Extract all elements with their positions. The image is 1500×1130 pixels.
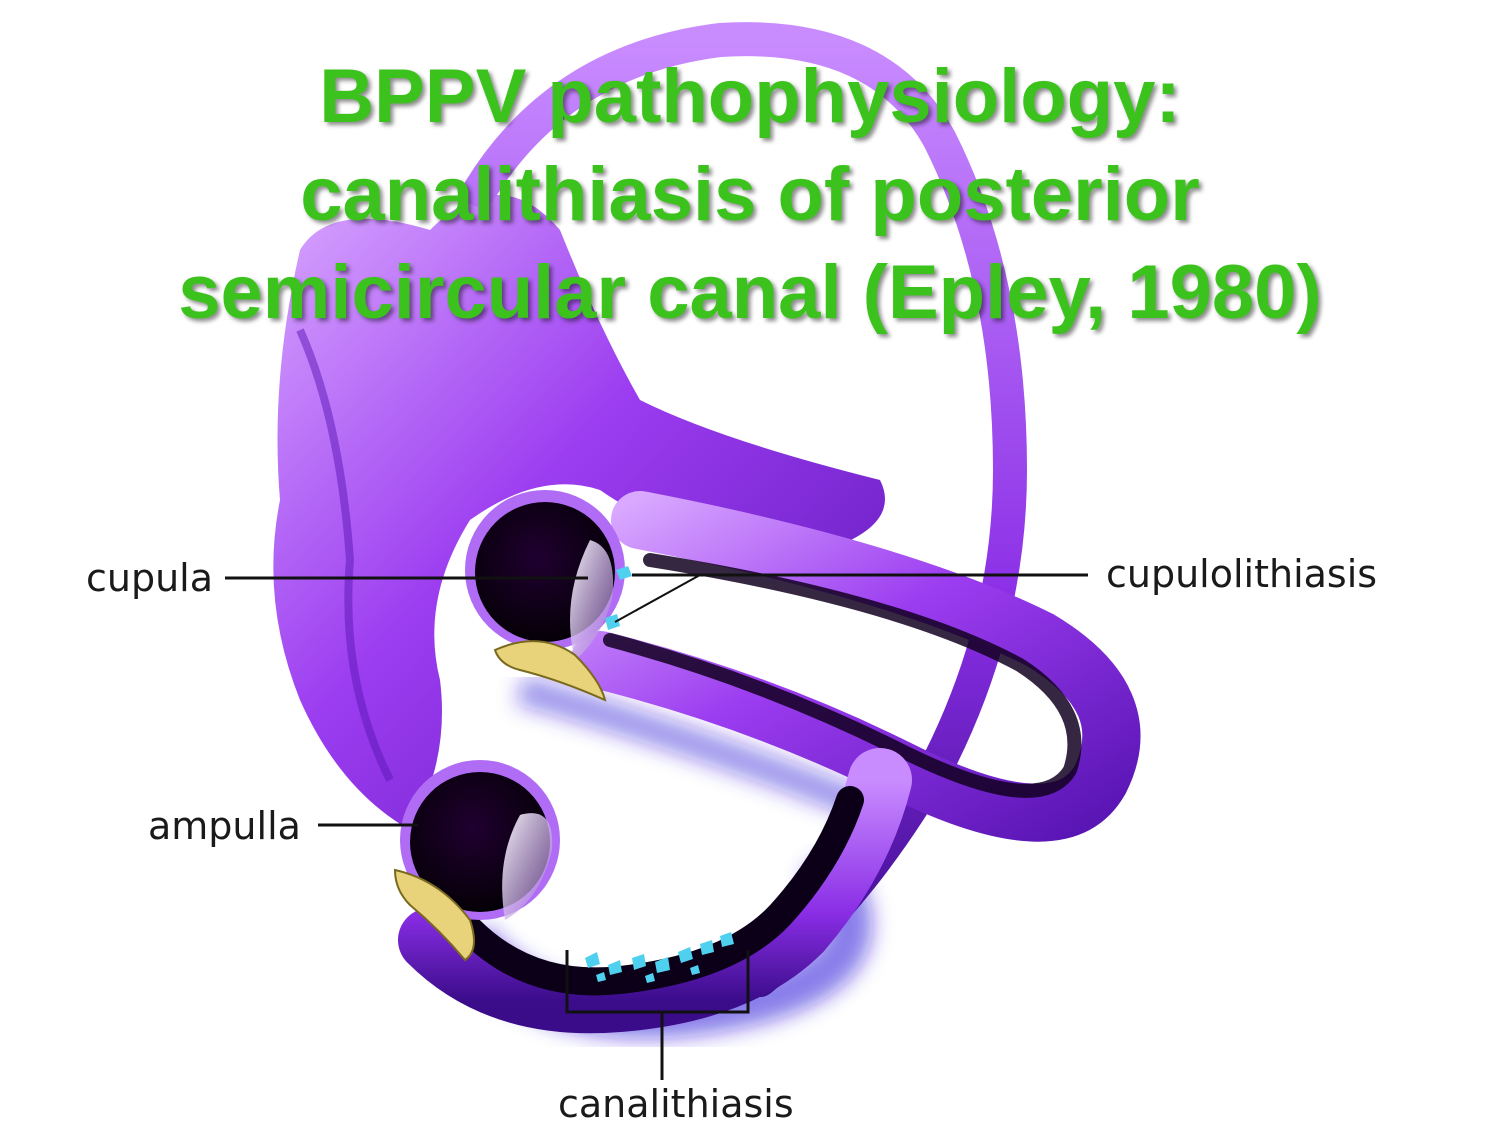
title-line-2: canalithiasis of posterior bbox=[300, 152, 1200, 237]
title-line-1: BPPV pathophysiology: bbox=[319, 54, 1181, 139]
ampulla-label: ampulla bbox=[148, 804, 301, 848]
cupula-label: cupula bbox=[86, 556, 214, 600]
cupulolithiasis-leader-branch bbox=[615, 575, 700, 622]
cupulolithiasis-label: cupulolithiasis bbox=[1106, 552, 1378, 596]
slide-title bbox=[0, 48, 1500, 342]
title-line-3: semicircular canal (Epley, 1980) bbox=[178, 250, 1322, 335]
canalithiasis-label: canalithiasis bbox=[558, 1082, 794, 1126]
